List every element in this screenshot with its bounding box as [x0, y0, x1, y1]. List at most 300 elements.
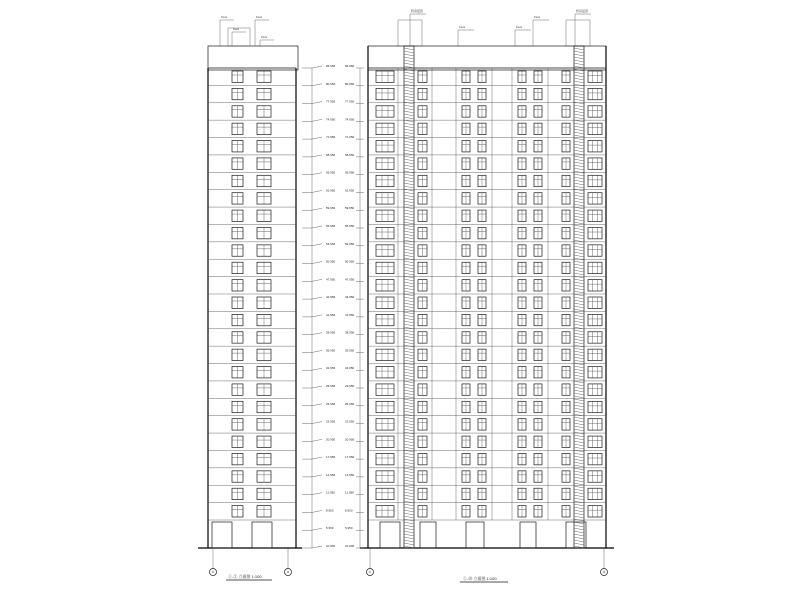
window: [478, 106, 486, 117]
window: [232, 488, 243, 499]
window: [462, 245, 470, 256]
elevation-mark: 59.950: [326, 206, 336, 211]
window: [518, 297, 526, 308]
window: [418, 297, 427, 308]
window: [232, 332, 243, 343]
window: [562, 210, 570, 221]
window: [478, 314, 486, 325]
elevation-mark: 71.950: [326, 135, 336, 140]
window: [518, 71, 526, 82]
window: [462, 453, 470, 464]
top-label: ±xxx: [516, 25, 523, 29]
window: [232, 175, 243, 186]
elevation-mark: 35.950: [326, 348, 336, 353]
window: [232, 227, 243, 238]
elevation-mark: 29.950: [345, 384, 355, 388]
window: [462, 332, 470, 343]
top-label: ±xxx: [459, 25, 466, 29]
balcony-window: [588, 367, 602, 378]
window: [562, 280, 570, 291]
window: [534, 262, 542, 273]
window: [232, 88, 243, 99]
axis-label: ①: [211, 570, 215, 575]
window: [462, 71, 470, 82]
window: [478, 280, 486, 291]
ground-opening: [420, 522, 436, 548]
window: [232, 401, 243, 412]
window: [257, 193, 271, 204]
window: [418, 141, 427, 152]
window: [232, 71, 243, 82]
elevation-mark: 8.950: [326, 508, 334, 513]
window: [478, 297, 486, 308]
top-label: ±xxx: [233, 27, 240, 31]
window: [518, 332, 526, 343]
window: [257, 175, 271, 186]
window: [518, 227, 526, 238]
elevation-mark: 53.950: [345, 241, 355, 246]
window: [418, 384, 427, 395]
balcony-window: [376, 245, 394, 256]
window: [478, 71, 486, 82]
window: [232, 262, 243, 273]
window: [257, 488, 271, 499]
elevation-mark: 47.950: [345, 277, 355, 282]
window: [534, 314, 542, 325]
elevation-mark: 77.950: [345, 99, 355, 104]
window: [518, 158, 526, 169]
elevation-mark: 56.950: [345, 224, 355, 228]
window: [232, 210, 243, 221]
window: [418, 123, 427, 134]
window: [418, 88, 427, 99]
balcony-window: [376, 175, 394, 186]
elevation-mark: 20.950: [345, 437, 355, 442]
window: [534, 436, 542, 447]
window: [257, 88, 271, 99]
elevation-mark: 41.950: [345, 312, 355, 317]
window: [462, 436, 470, 447]
elevation-mark: 23.950: [345, 419, 355, 424]
window: [462, 349, 470, 360]
window: [232, 141, 243, 152]
window: [562, 175, 570, 186]
window: [462, 314, 470, 325]
window: [562, 141, 570, 152]
window: [462, 123, 470, 134]
window: [257, 123, 271, 134]
window: [232, 384, 243, 395]
balcony-window: [588, 71, 602, 82]
view-title: ①-⑳ 立面图 1:100: [463, 576, 497, 581]
window: [534, 71, 542, 82]
window: [518, 349, 526, 360]
axis-bubble: [210, 548, 217, 576]
balcony-window: [588, 332, 602, 343]
elevation-mark: 47.950: [326, 277, 336, 282]
window: [534, 332, 542, 343]
window: [562, 332, 570, 343]
balcony-window: [376, 88, 394, 99]
window: [462, 401, 470, 412]
window: [418, 245, 427, 256]
elevation-mark: 50.950: [345, 259, 355, 264]
top-label: ±xxx: [261, 35, 268, 39]
window: [534, 141, 542, 152]
balcony-window: [588, 262, 602, 273]
window: [562, 436, 570, 447]
roof-machine-room: [566, 20, 590, 46]
ground-opening: [380, 522, 400, 548]
window: [534, 401, 542, 412]
elevation-mark: ±0.000: [326, 544, 336, 548]
window: [257, 314, 271, 325]
balcony-window: [376, 506, 394, 517]
window: [462, 262, 470, 273]
top-label: ±xxx: [221, 15, 228, 19]
window: [478, 262, 486, 273]
window: [257, 141, 271, 152]
ground-opening: [566, 522, 586, 548]
elevation-mark: 20.950: [326, 437, 336, 442]
balcony-window: [376, 332, 394, 343]
entrance: [252, 522, 272, 548]
balcony-window: [588, 506, 602, 517]
window: [518, 314, 526, 325]
window: [478, 123, 486, 134]
window: [562, 193, 570, 204]
window: [562, 506, 570, 517]
balcony-window: [588, 88, 602, 99]
elevation-mark: 14.950: [345, 472, 355, 477]
window: [257, 245, 271, 256]
window: [534, 158, 542, 169]
window: [518, 210, 526, 221]
window: [478, 506, 486, 517]
axis-label: ②: [286, 570, 290, 575]
window: [534, 106, 542, 117]
window: [257, 297, 271, 308]
window: [478, 453, 486, 464]
window: [418, 453, 427, 464]
window: [462, 419, 470, 430]
elevation-mark: 65.950: [326, 170, 336, 175]
window: [534, 227, 542, 238]
window: [518, 175, 526, 186]
balcony-window: [588, 123, 602, 134]
window: [478, 436, 486, 447]
balcony-window: [376, 349, 394, 360]
elevation-mark: ±0.000: [345, 544, 355, 548]
balcony-window: [376, 436, 394, 447]
window: [462, 297, 470, 308]
elevation-mark: 74.950: [326, 117, 336, 122]
window: [257, 401, 271, 412]
top-label: ±xxx: [256, 15, 263, 19]
top-label: 机房层顶: [411, 9, 424, 13]
balcony-window: [588, 314, 602, 325]
elevation-mark: 74.950: [345, 117, 355, 122]
window: [478, 349, 486, 360]
window: [518, 193, 526, 204]
elevation-mark: 83.950: [345, 64, 355, 68]
elevation-mark: 8.950: [345, 508, 353, 513]
window: [518, 141, 526, 152]
window: [257, 71, 271, 82]
balcony-window: [376, 453, 394, 464]
window: [562, 71, 570, 82]
window: [518, 384, 526, 395]
elevation-mark: 17.950: [345, 455, 355, 460]
window: [418, 175, 427, 186]
window: [257, 506, 271, 517]
elevation-mark: 11.950: [345, 490, 354, 495]
window: [534, 245, 542, 256]
elevation-mark: 32.950: [326, 366, 336, 371]
balcony-window: [588, 158, 602, 169]
elevation-mark: 80.950: [345, 81, 355, 86]
window: [418, 471, 427, 482]
window: [518, 245, 526, 256]
elevation-mark: 80.950: [326, 81, 336, 86]
elevation-mark: 62.950: [326, 188, 336, 193]
window: [462, 506, 470, 517]
window: [462, 175, 470, 186]
elevation-mark: 11.950: [326, 490, 335, 495]
window: [518, 123, 526, 134]
window: [418, 436, 427, 447]
elevation-mark: 68.950: [345, 152, 355, 157]
window: [562, 88, 570, 99]
window: [562, 471, 570, 482]
window: [562, 123, 570, 134]
window: [534, 280, 542, 291]
window: [232, 367, 243, 378]
axis-label: ⑳: [602, 570, 606, 575]
window: [418, 419, 427, 430]
elevation-mark: 5.950: [345, 526, 353, 531]
elevation-mark: 32.950: [345, 366, 355, 371]
window: [534, 367, 542, 378]
window: [462, 210, 470, 221]
axis-label: ①: [368, 570, 372, 575]
window: [478, 367, 486, 378]
elevation-mark: 5.950: [326, 526, 334, 531]
window: [462, 280, 470, 291]
top-label: 机房层顶: [576, 9, 589, 13]
window: [418, 280, 427, 291]
balcony-window: [588, 210, 602, 221]
window: [232, 158, 243, 169]
balcony-window: [376, 471, 394, 482]
window: [518, 106, 526, 117]
elevation-mark: 71.950: [345, 135, 355, 140]
top-label: ±xxx: [534, 15, 541, 19]
window: [518, 262, 526, 273]
window: [418, 210, 427, 221]
window: [418, 158, 427, 169]
balcony-window: [376, 280, 394, 291]
balcony-window: [588, 384, 602, 395]
window: [257, 453, 271, 464]
window: [462, 227, 470, 238]
elevation-mark: 14.950: [326, 472, 336, 477]
window: [518, 367, 526, 378]
window: [518, 401, 526, 412]
window: [534, 506, 542, 517]
window: [534, 88, 542, 99]
window: [462, 193, 470, 204]
balcony-window: [376, 71, 394, 82]
window: [418, 106, 427, 117]
window: [518, 471, 526, 482]
window: [562, 227, 570, 238]
window: [257, 158, 271, 169]
window: [478, 227, 486, 238]
window: [257, 471, 271, 482]
balcony-window: [588, 141, 602, 152]
left-elevation-view: [198, 15, 336, 580]
window: [534, 210, 542, 221]
window: [418, 401, 427, 412]
window: [478, 401, 486, 412]
window: [257, 262, 271, 273]
window: [478, 419, 486, 430]
window: [462, 367, 470, 378]
window: [518, 88, 526, 99]
elevation-mark: 44.950: [326, 295, 336, 300]
window: [478, 488, 486, 499]
window: [478, 88, 486, 99]
window: [418, 314, 427, 325]
window: [418, 332, 427, 343]
balcony-window: [588, 349, 602, 360]
window: [562, 488, 570, 499]
window: [478, 384, 486, 395]
window: [534, 349, 542, 360]
window: [562, 314, 570, 325]
window: [562, 106, 570, 117]
balcony-window: [588, 245, 602, 256]
window: [518, 280, 526, 291]
axis-bubble: [367, 548, 374, 576]
window: [562, 297, 570, 308]
elevation-mark: 38.950: [326, 330, 336, 335]
window: [232, 297, 243, 308]
window: [518, 436, 526, 447]
window: [478, 175, 486, 186]
window: [562, 158, 570, 169]
window: [232, 453, 243, 464]
elevation-mark: 41.950: [326, 312, 336, 317]
balcony-window: [588, 401, 602, 412]
window: [534, 175, 542, 186]
elevation-mark: 53.950: [326, 241, 336, 246]
window: [257, 436, 271, 447]
right-elevation-view: [345, 8, 614, 582]
window: [462, 141, 470, 152]
window: [518, 506, 526, 517]
balcony-window: [376, 193, 394, 204]
elevation-mark: 62.950: [345, 188, 355, 193]
window: [462, 106, 470, 117]
window: [418, 506, 427, 517]
window: [462, 488, 470, 499]
window: [462, 471, 470, 482]
elevation-mark: 83.950: [326, 64, 336, 68]
stair-shaft: [574, 46, 584, 548]
ground-opening: [520, 522, 536, 548]
elevation-mark: 23.950: [326, 419, 336, 424]
balcony-window: [376, 262, 394, 273]
window: [462, 158, 470, 169]
elevation-mark: 56.950: [326, 224, 336, 228]
balcony-window: [376, 367, 394, 378]
window: [232, 193, 243, 204]
axis-bubble: [601, 548, 608, 576]
window: [518, 453, 526, 464]
window: [257, 384, 271, 395]
window: [518, 419, 526, 430]
window: [257, 210, 271, 221]
window: [562, 401, 570, 412]
window: [418, 227, 427, 238]
balcony-window: [588, 106, 602, 117]
window: [462, 88, 470, 99]
window: [478, 471, 486, 482]
window: [232, 123, 243, 134]
view-title: ①-② 立面图 1:100: [228, 574, 262, 579]
window: [418, 71, 427, 82]
window: [232, 471, 243, 482]
balcony-window: [376, 123, 394, 134]
window: [534, 453, 542, 464]
window: [562, 245, 570, 256]
window: [562, 453, 570, 464]
window: [232, 436, 243, 447]
window: [418, 488, 427, 499]
elevation-mark: 59.950: [345, 206, 355, 211]
window: [232, 506, 243, 517]
window: [418, 193, 427, 204]
window: [257, 106, 271, 117]
window: [562, 262, 570, 273]
balcony-window: [376, 419, 394, 430]
window: [462, 384, 470, 395]
balcony-window: [376, 106, 394, 117]
stair-shaft: [404, 46, 414, 548]
window: [562, 349, 570, 360]
window: [232, 349, 243, 360]
balcony-window: [376, 141, 394, 152]
window: [534, 471, 542, 482]
window: [257, 349, 271, 360]
balcony-window: [588, 297, 602, 308]
elevation-mark: 35.950: [345, 348, 355, 353]
elevation-mark: 17.950: [326, 455, 336, 460]
window: [257, 332, 271, 343]
window: [478, 141, 486, 152]
window: [257, 280, 271, 291]
window: [232, 106, 243, 117]
balcony-window: [588, 471, 602, 482]
window: [418, 367, 427, 378]
window: [232, 314, 243, 325]
window: [478, 210, 486, 221]
elevation-mark: 26.950: [345, 401, 355, 406]
window: [418, 262, 427, 273]
balcony-window: [588, 419, 602, 430]
